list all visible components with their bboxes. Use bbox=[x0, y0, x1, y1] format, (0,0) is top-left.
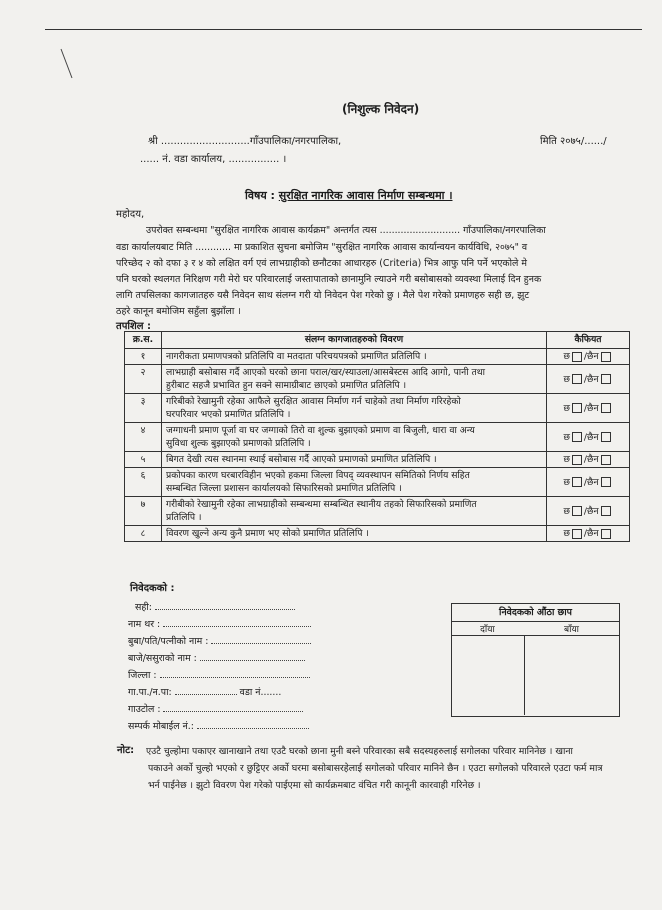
row-line: सुविधा शुल्क बुझाएको प्रमाणको प्रतिलिपि । bbox=[166, 438, 311, 449]
status-yes: छ bbox=[563, 373, 570, 385]
status-no: छैन bbox=[587, 505, 599, 517]
row-description bbox=[162, 349, 547, 365]
row-sn: १ bbox=[125, 349, 162, 365]
table-header-row bbox=[125, 332, 630, 349]
row-status bbox=[547, 497, 630, 526]
status-sep: / bbox=[583, 351, 587, 362]
row-line: प्रकोपका कारण घरबारविहीन भएको हकमा जिल्ला विपद् व्यवस्थापन समितिको निर्णय सहित bbox=[166, 470, 470, 481]
row-status bbox=[547, 423, 630, 452]
yes-checkbox[interactable] bbox=[572, 506, 582, 516]
row-description bbox=[162, 497, 547, 526]
status-yes: छ bbox=[563, 402, 570, 414]
status-yes: छ bbox=[563, 528, 570, 539]
row-line: गरीबीको रेखामुनी रहेका लाभग्राहीको सम्बन्धमा सम्बन्धित स्थानीय तहको सिफारिसको प्रमाणित bbox=[166, 499, 477, 510]
subject-label: विषय : bbox=[245, 189, 275, 202]
row-line: घरपरिवार भएको प्रमाणित प्रतिलिपि । bbox=[166, 409, 291, 420]
status-yes: छ bbox=[563, 351, 570, 362]
field-label: बाजे/ससुराको नाम : bbox=[128, 653, 197, 664]
row-status bbox=[547, 526, 630, 542]
row-line: विवरण खुल्ने अन्य कुनै प्रमाण भए सोको प्रमाणित प्रतिलिपि । bbox=[166, 528, 369, 539]
row-description bbox=[162, 365, 547, 394]
signature-input[interactable] bbox=[155, 600, 295, 610]
status-sep: / bbox=[583, 373, 587, 385]
attachments-table bbox=[124, 331, 630, 542]
row-status bbox=[547, 365, 630, 394]
body-line: पनि घरको स्थलगत निरिक्षण गरी मेरो घर परिवारलाई जस्तापाताको छानामुनि ल्याउने गरी बसोबासको व्यवस्था मिलाई दिन हुनक bbox=[116, 274, 542, 285]
table-row bbox=[125, 497, 630, 526]
tapshil-label: तपशिल : bbox=[116, 321, 152, 332]
row-status bbox=[547, 349, 630, 365]
note-line: एउटै चुल्होमा पकाएर खानाखाने तथा एउटै घरको छाना मुनी बस्ने परिवारका सबै सदस्यहरुलाई सगोलका परिवार मानिनेछ । खाना bbox=[146, 746, 573, 757]
row-sn: ५ bbox=[125, 452, 162, 468]
table-row bbox=[125, 423, 630, 452]
thumbprint-title: निवेदकको औंठा छाप bbox=[452, 604, 619, 622]
addressee-line-2 bbox=[140, 151, 286, 165]
field-label: बुबा/पति/पत्नीको नाम : bbox=[128, 636, 209, 647]
body-line: लागि तपसिलका कागजातहरु यसै निवेदन साथ संलग्न गरी यो निवेदन पेश गरेको छु । मैले पेश गरेको प्रमाणहरु सही छ, झुट bbox=[116, 290, 530, 301]
status-yes: छ bbox=[563, 454, 570, 465]
row-description bbox=[162, 526, 547, 542]
applicant-heading: निवेदकको : bbox=[130, 583, 175, 594]
field-municipality bbox=[128, 685, 281, 698]
no-checkbox[interactable] bbox=[601, 506, 611, 516]
status-no: छैन bbox=[587, 476, 599, 488]
yes-checkbox[interactable] bbox=[572, 352, 582, 362]
field-mobile bbox=[128, 719, 309, 732]
thumbprint-right-label: दाँया bbox=[480, 625, 495, 635]
field-label: सही: bbox=[135, 602, 152, 613]
addressee-municipality: गाँउपालिका/नगरपालिका, bbox=[249, 136, 342, 147]
no-checkbox[interactable] bbox=[601, 403, 611, 413]
row-sn: ३ bbox=[125, 394, 162, 423]
row-description bbox=[162, 423, 547, 452]
status-sep: / bbox=[583, 528, 587, 539]
table-row bbox=[125, 526, 630, 542]
row-line: गरिबीको रेखामुनी रहेका आफैले सुरक्षित आवास निर्माण गर्न चाहेको तथा निर्माण गरिरहेको bbox=[166, 396, 461, 407]
header-remarks: कैफियत bbox=[547, 332, 630, 349]
row-line: जग्गाधनी प्रमाण पूर्जा वा घर जग्गाको तिरो वा शुल्क बुझाएको प्रमाण वा बिजुली, धारा वा अन्य bbox=[166, 425, 475, 436]
yes-checkbox[interactable] bbox=[572, 529, 582, 539]
row-description bbox=[162, 452, 547, 468]
row-line: लाभग्राही बसोबास गर्दै आएको घरको छाना पराल/खर/स्याउला/आसबेस्टस आदि आगो, पानी तथा bbox=[166, 367, 486, 378]
subject-line bbox=[245, 188, 453, 203]
top-border-line bbox=[45, 29, 642, 30]
no-checkbox[interactable] bbox=[601, 477, 611, 487]
body-line: वडा कार्यालयबाट मिति ............ मा प्रकाशित सुचना बमोजिम "सुरक्षित नागरिक आवास कार्यान्वयन कार्यविधि, २०७५" व bbox=[116, 242, 528, 253]
header-sn: क्र.स. bbox=[125, 332, 162, 349]
row-sn: ६ bbox=[125, 468, 162, 497]
note-line: पकाउने अर्को चुल्हो भएको र छुट्टिएर अर्को घरमा बसोबासरहेलाई सगोलको परिवार मानिने छैन । एउटा सगोलको परिवारले एउटा फर्म मात्र bbox=[148, 763, 603, 774]
row-line: नागरीकता प्रमाणपत्रको प्रतिलिपि वा मतदाता परिचयपत्रको प्रमाणित प्रतिलिपि । bbox=[166, 351, 427, 362]
yes-checkbox[interactable] bbox=[572, 455, 582, 465]
row-status bbox=[547, 394, 630, 423]
note-label: नोट: bbox=[117, 745, 135, 756]
body-line: उपरोक्त सम्बन्धमा "सुरक्षित नागरिक आवास कार्यक्रम" अन्तर्गत त्यस ........................... गाँउपालिका/नगरपालिका bbox=[146, 225, 546, 236]
salutation: महोदय, bbox=[116, 209, 145, 220]
addressee-ward: नं. वडा कार्यालय, bbox=[162, 154, 226, 165]
status-sep: / bbox=[583, 402, 587, 414]
subject-text: सुरक्षित नागरिक आवास निर्माण सम्बन्धमा । bbox=[278, 189, 453, 202]
row-line: सम्बन्धित जिल्ला प्रशासन कार्यालयको सिफारिसको प्रमाणित प्रतिलिपि । bbox=[166, 483, 402, 494]
tole-input[interactable] bbox=[163, 702, 303, 712]
row-sn: २ bbox=[125, 365, 162, 394]
row-sn: ७ bbox=[125, 497, 162, 526]
table-row bbox=[125, 452, 630, 468]
thumbprint-divider bbox=[452, 635, 619, 636]
field-label: जिल्ला : bbox=[128, 670, 157, 681]
status-no: छैन bbox=[587, 528, 599, 539]
thumbprint-split bbox=[524, 635, 525, 715]
no-checkbox[interactable] bbox=[601, 352, 611, 362]
addressee-office-dots: ................ bbox=[228, 154, 280, 165]
no-checkbox[interactable] bbox=[601, 529, 611, 539]
status-yes: छ bbox=[563, 476, 570, 488]
row-sn: ८ bbox=[125, 526, 162, 542]
body-line: ठहरे कानून बमोजिम सहुँला बुझाँला । bbox=[116, 306, 241, 317]
field-label: नाम थर : bbox=[128, 619, 161, 630]
row-status bbox=[547, 452, 630, 468]
row-description bbox=[162, 394, 547, 423]
status-sep: / bbox=[583, 476, 587, 488]
row-line: बिगत देखी त्यस स्थानमा स्थाई बसोबास गर्दै आएको प्रमाणको प्रमाणित प्रतिलिपि । bbox=[166, 454, 437, 465]
no-checkbox[interactable] bbox=[601, 455, 611, 465]
status-yes: छ bbox=[563, 505, 570, 517]
note-line: भर्न पाईनेछ । झुटो विवरण पेश गरेको पाईएमा सो कार्यक्रमबाट वंचित गरी कानूनी कारवाही गरिनेछ । bbox=[148, 780, 481, 791]
status-sep: / bbox=[583, 431, 587, 443]
addressee-end: । bbox=[282, 154, 287, 165]
district-input[interactable] bbox=[160, 668, 310, 678]
body-line: परिच्छेद २ को दफा ३ र ४ को लक्षित वर्ग एवं लाभग्राहीको छनौटका आधारहरु (Criteria) भित्र आफु पनि पर्ने भएकोले मे bbox=[116, 258, 527, 269]
yes-checkbox[interactable] bbox=[572, 432, 582, 442]
status-sep: / bbox=[583, 454, 587, 465]
pen-stroke-mark bbox=[60, 48, 76, 80]
table-row bbox=[125, 365, 630, 394]
header-description: संलग्न कागजातहरुको विवरण bbox=[162, 332, 547, 349]
row-line: हुरीबाट सहजै प्रभावित हुन सक्ने सामाग्रीबाट छाएको प्रमाणित प्रतिलिपि । bbox=[166, 380, 407, 391]
field-name bbox=[128, 617, 311, 630]
field-label: गा.पा./न.पा: bbox=[128, 687, 172, 698]
row-status bbox=[547, 468, 630, 497]
field-district bbox=[128, 668, 310, 681]
mobile-input[interactable] bbox=[197, 719, 309, 729]
row-sn: ४ bbox=[125, 423, 162, 452]
addressee-dots: ............................ bbox=[160, 136, 250, 147]
status-sep: / bbox=[583, 505, 587, 517]
status-no: छैन bbox=[587, 454, 599, 465]
field-signature bbox=[135, 600, 295, 613]
field-ward: वडा नं....... bbox=[239, 687, 282, 698]
status-no: छैन bbox=[587, 351, 599, 362]
field-label: सम्पर्क मोबाईल नं.: bbox=[128, 721, 194, 732]
father-spouse-input[interactable] bbox=[211, 634, 311, 644]
status-yes: छ bbox=[563, 431, 570, 443]
yes-checkbox[interactable] bbox=[572, 403, 582, 413]
field-label: गाउटोल : bbox=[128, 704, 161, 715]
date-field: मिति २०७५/....../ bbox=[540, 136, 607, 147]
status-no: छैन bbox=[587, 373, 599, 385]
row-description bbox=[162, 468, 547, 497]
row-line: प्रतिलिपि । bbox=[166, 512, 202, 523]
thumbprint-box bbox=[451, 603, 620, 717]
name-input[interactable] bbox=[163, 617, 311, 627]
grandfather-input[interactable] bbox=[200, 651, 305, 661]
no-checkbox[interactable] bbox=[601, 432, 611, 442]
field-father-spouse bbox=[128, 634, 311, 647]
status-no: छैन bbox=[587, 431, 599, 443]
yes-checkbox[interactable] bbox=[572, 374, 582, 384]
thumbprint-left-label: बाँया bbox=[563, 625, 580, 635]
addressee-line-1 bbox=[148, 133, 341, 147]
status-no: छैन bbox=[587, 402, 599, 414]
table-row bbox=[125, 349, 630, 365]
table-row bbox=[125, 394, 630, 423]
field-grandfather bbox=[128, 651, 305, 664]
document-title: (निशुल्क निवेदन) bbox=[342, 102, 420, 116]
yes-checkbox[interactable] bbox=[572, 477, 582, 487]
addressee-ward-dots: ...... bbox=[140, 154, 160, 165]
addressee-shri: श्री bbox=[148, 136, 158, 147]
table-row bbox=[125, 468, 630, 497]
field-tole bbox=[128, 702, 303, 715]
no-checkbox[interactable] bbox=[601, 374, 611, 384]
municipality-input[interactable] bbox=[175, 685, 237, 695]
